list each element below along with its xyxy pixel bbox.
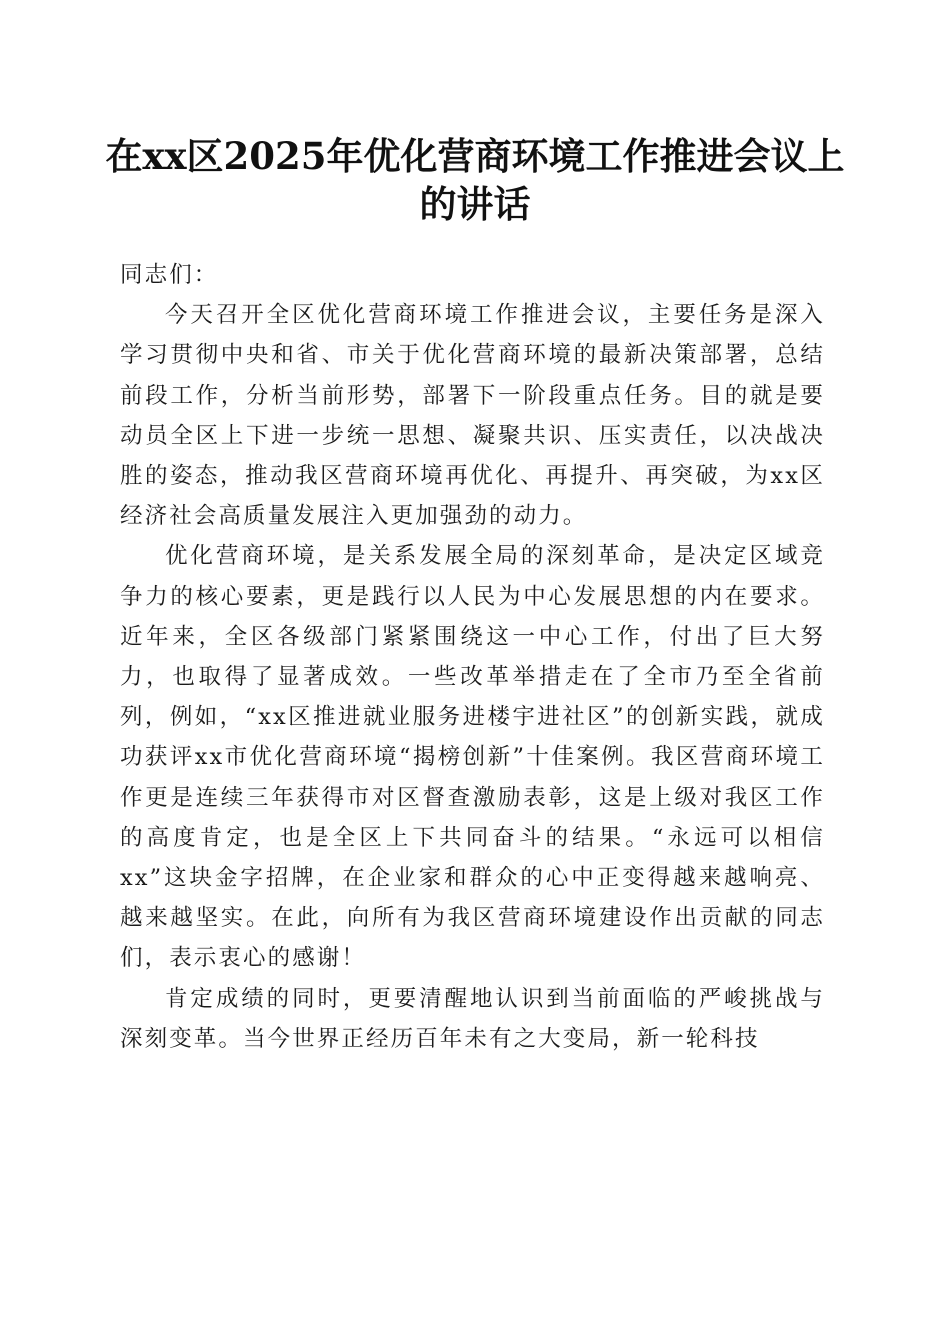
paragraph-2: 优化营商环境，是关系发展全局的深刻革命，是决定区域竞争力的核心要素，更是践行以人民为中心发展思想的内在要求。近年来，全区各级部门紧紧围绕这一中心工作，付出了巨大努力，也取得了显著成效。一些改革举措走在了全市乃至全省前列，例如，“xx区推进就业服务进楼宇进社区”的创新实践，就成功获评xx市优化营商环境“揭榜创新”十佳案例。我区营商环境工作更是连续三年获得市对区督查激励表彰，这是上级对我区工作的高度肯定，也是全区上下共同奋斗的结果。“永远可以相信xx”这块金字招牌，在企业家和群众的心中正变得越来越响亮、越来越坚实。在此，向所有为我区营商环境建设作出贡献的同志们，表示衷心的感谢！	[120, 543, 825, 972]
document-title: 在xx区2025年优化营商环境工作推进会议上的讲话	[105, 134, 845, 226]
document-body	[120, 255, 825, 1059]
salutation: 同志们：	[120, 262, 219, 288]
paragraph-3: 肯定成绩的同时，更要清醒地认识到当前面临的严峻挑战与深刻变革。当今世界正经历百年未有之大变局，新一轮科技	[120, 985, 825, 1052]
paragraph-1: 今天召开全区优化营商环境工作推进会议，主要任务是深入学习贯彻中央和省、市关于优化营商环境的最新决策部署，总结前段工作，分析当前形势，部署下一阶段重点任务。目的就是要动员全区上下进一步统一思想、凝聚共识、压实责任，以决战决胜的姿态，推动我区营商环境再优化、再提升、再突破，为xx区经济社会高质量发展注入更加强劲的动力。	[120, 302, 825, 530]
